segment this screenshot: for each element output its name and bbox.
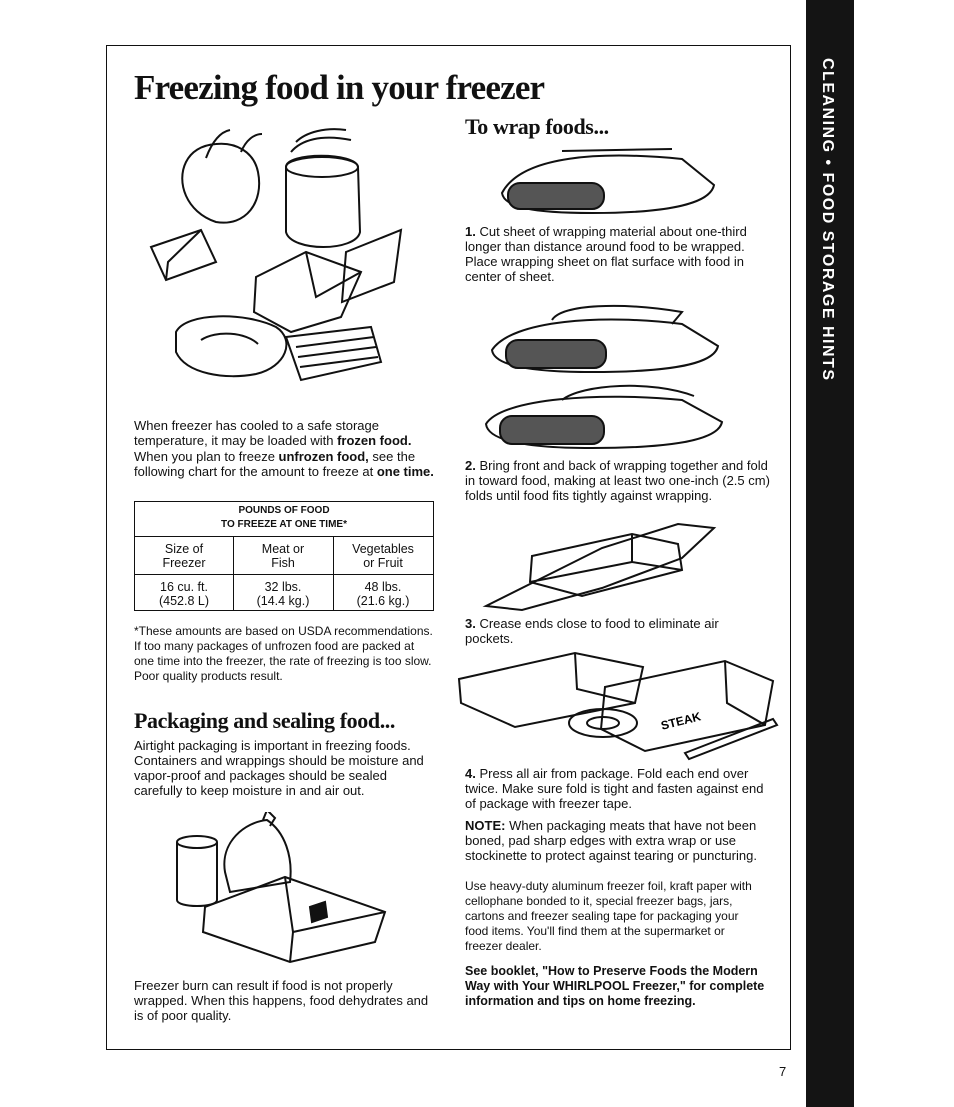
section-side-tab-label: CLEANING • FOOD STORAGE HINTS [819, 58, 836, 382]
page-number: 7 [779, 1064, 787, 1079]
wrap-step-1: 1. Cut sheet of wrapping material about one-third longer than distance around food to be wrapped. Place wrapping sheet on flat surface with food in center of sheet. [465, 224, 747, 284]
wrap-step-4: 4. Press all air from package. Fold each end over twice. Make sure fold is tight and fasten against end of package with freezer tape. [465, 766, 764, 811]
wrap-step-2-illustration-a [482, 300, 732, 376]
frozen-foods-illustration [146, 112, 446, 402]
package-label-text: STEAK [659, 709, 703, 733]
intro-paragraph-2: When you plan to freeze unfrozen food, see the following chart for the amount to freeze at one time. [134, 449, 434, 479]
table-cell [135, 580, 233, 608]
table-head-text: Vegetables [352, 542, 414, 556]
table-cell-text: 16 cu. ft. [160, 580, 208, 594]
wrap-step-4-illustration [455, 643, 785, 773]
wrap-step-1-illustration [482, 145, 742, 221]
wrap-section-title: To wrap foods... [465, 114, 609, 139]
wrap-step-2: 2. Bring front and back of wrapping together and fold in toward food, making at least two one-inch (2.5 cm) folds until food fits tightly against wrapping. [465, 458, 770, 503]
booklet-reference: See booklet, "How to Preserve Foods the Modern Way with Your WHIRLPOOL Freezer," for complete information and tips on home freezing. [465, 964, 765, 1008]
note-paragraph: NOTE: When packaging meats that have not been boned, pad sharp edges with extra wrap or use stockinette to protect against tearing or puncturing. [465, 818, 757, 863]
table-head-text: Size of [164, 542, 204, 556]
table-cell-text: 32 lbs. [264, 580, 302, 594]
page-title: Freezing food in your freezer [134, 68, 545, 107]
table-cell-text: (21.6 kg.) [356, 594, 410, 608]
table-head-text: Freezer [162, 556, 206, 570]
intro-paragraph-1: When freezer has cooled to a safe storage temperature, it may be loaded with frozen food. [134, 418, 412, 448]
freeze-amount-table [134, 501, 434, 611]
table-cell [333, 580, 433, 608]
freezer-burn-paragraph: Freezer burn can result if food is not properly wrapped. When this happens, food dehydrates and is of poor quality. [134, 978, 429, 1023]
table-head-cell [233, 542, 333, 570]
wrap-step-2-illustration-b [482, 378, 732, 458]
packaging-containers-illustration [175, 812, 395, 972]
table-head-cell [333, 542, 433, 570]
table-header-line-2: TO FREEZE AT ONE TIME* [221, 519, 347, 530]
table-cell-text: 48 lbs. [364, 580, 402, 594]
table-footnote: *These amounts are based on USDA recommendations. If too many packages of unfrozen food are packed at one time into the freezer, the rate of freezing is too slow. Poor quality products result. [134, 624, 433, 683]
table-header-line-1: POUNDS OF FOOD [238, 505, 330, 516]
heavy-duty-paragraph: Use heavy-duty aluminum freezer foil, kraft paper with cellophane bonded to it, special freezer bags, jars, cartons and freezer sealing tape for packaging your food items. You'll find them at the supermarket or freezer dealer. [465, 879, 752, 953]
table-head-text: or Fruit [363, 556, 403, 570]
table-head-text: Meat or [261, 542, 305, 556]
table-cell-text: (14.4 kg.) [256, 594, 310, 608]
table-head-cell [135, 542, 233, 570]
table-rule [135, 536, 433, 537]
table-cell [233, 580, 333, 608]
table-cell-text: (452.8 L) [158, 594, 210, 608]
packaging-section-title: Packaging and sealing food... [134, 708, 396, 733]
packaging-paragraph: Airtight packaging is important in freezing foods. Containers and wrappings should be moisture and vapor-proof and packages should be sealed carefully to keep moisture in and air out. [134, 738, 424, 798]
table-head-text: Fish [271, 556, 295, 570]
table-rule [135, 574, 433, 575]
table-header [135, 504, 433, 532]
wrap-step-3-illustration [482, 518, 722, 612]
wrap-step-3: 3. Crease ends close to food to eliminate air pockets. [465, 616, 719, 646]
